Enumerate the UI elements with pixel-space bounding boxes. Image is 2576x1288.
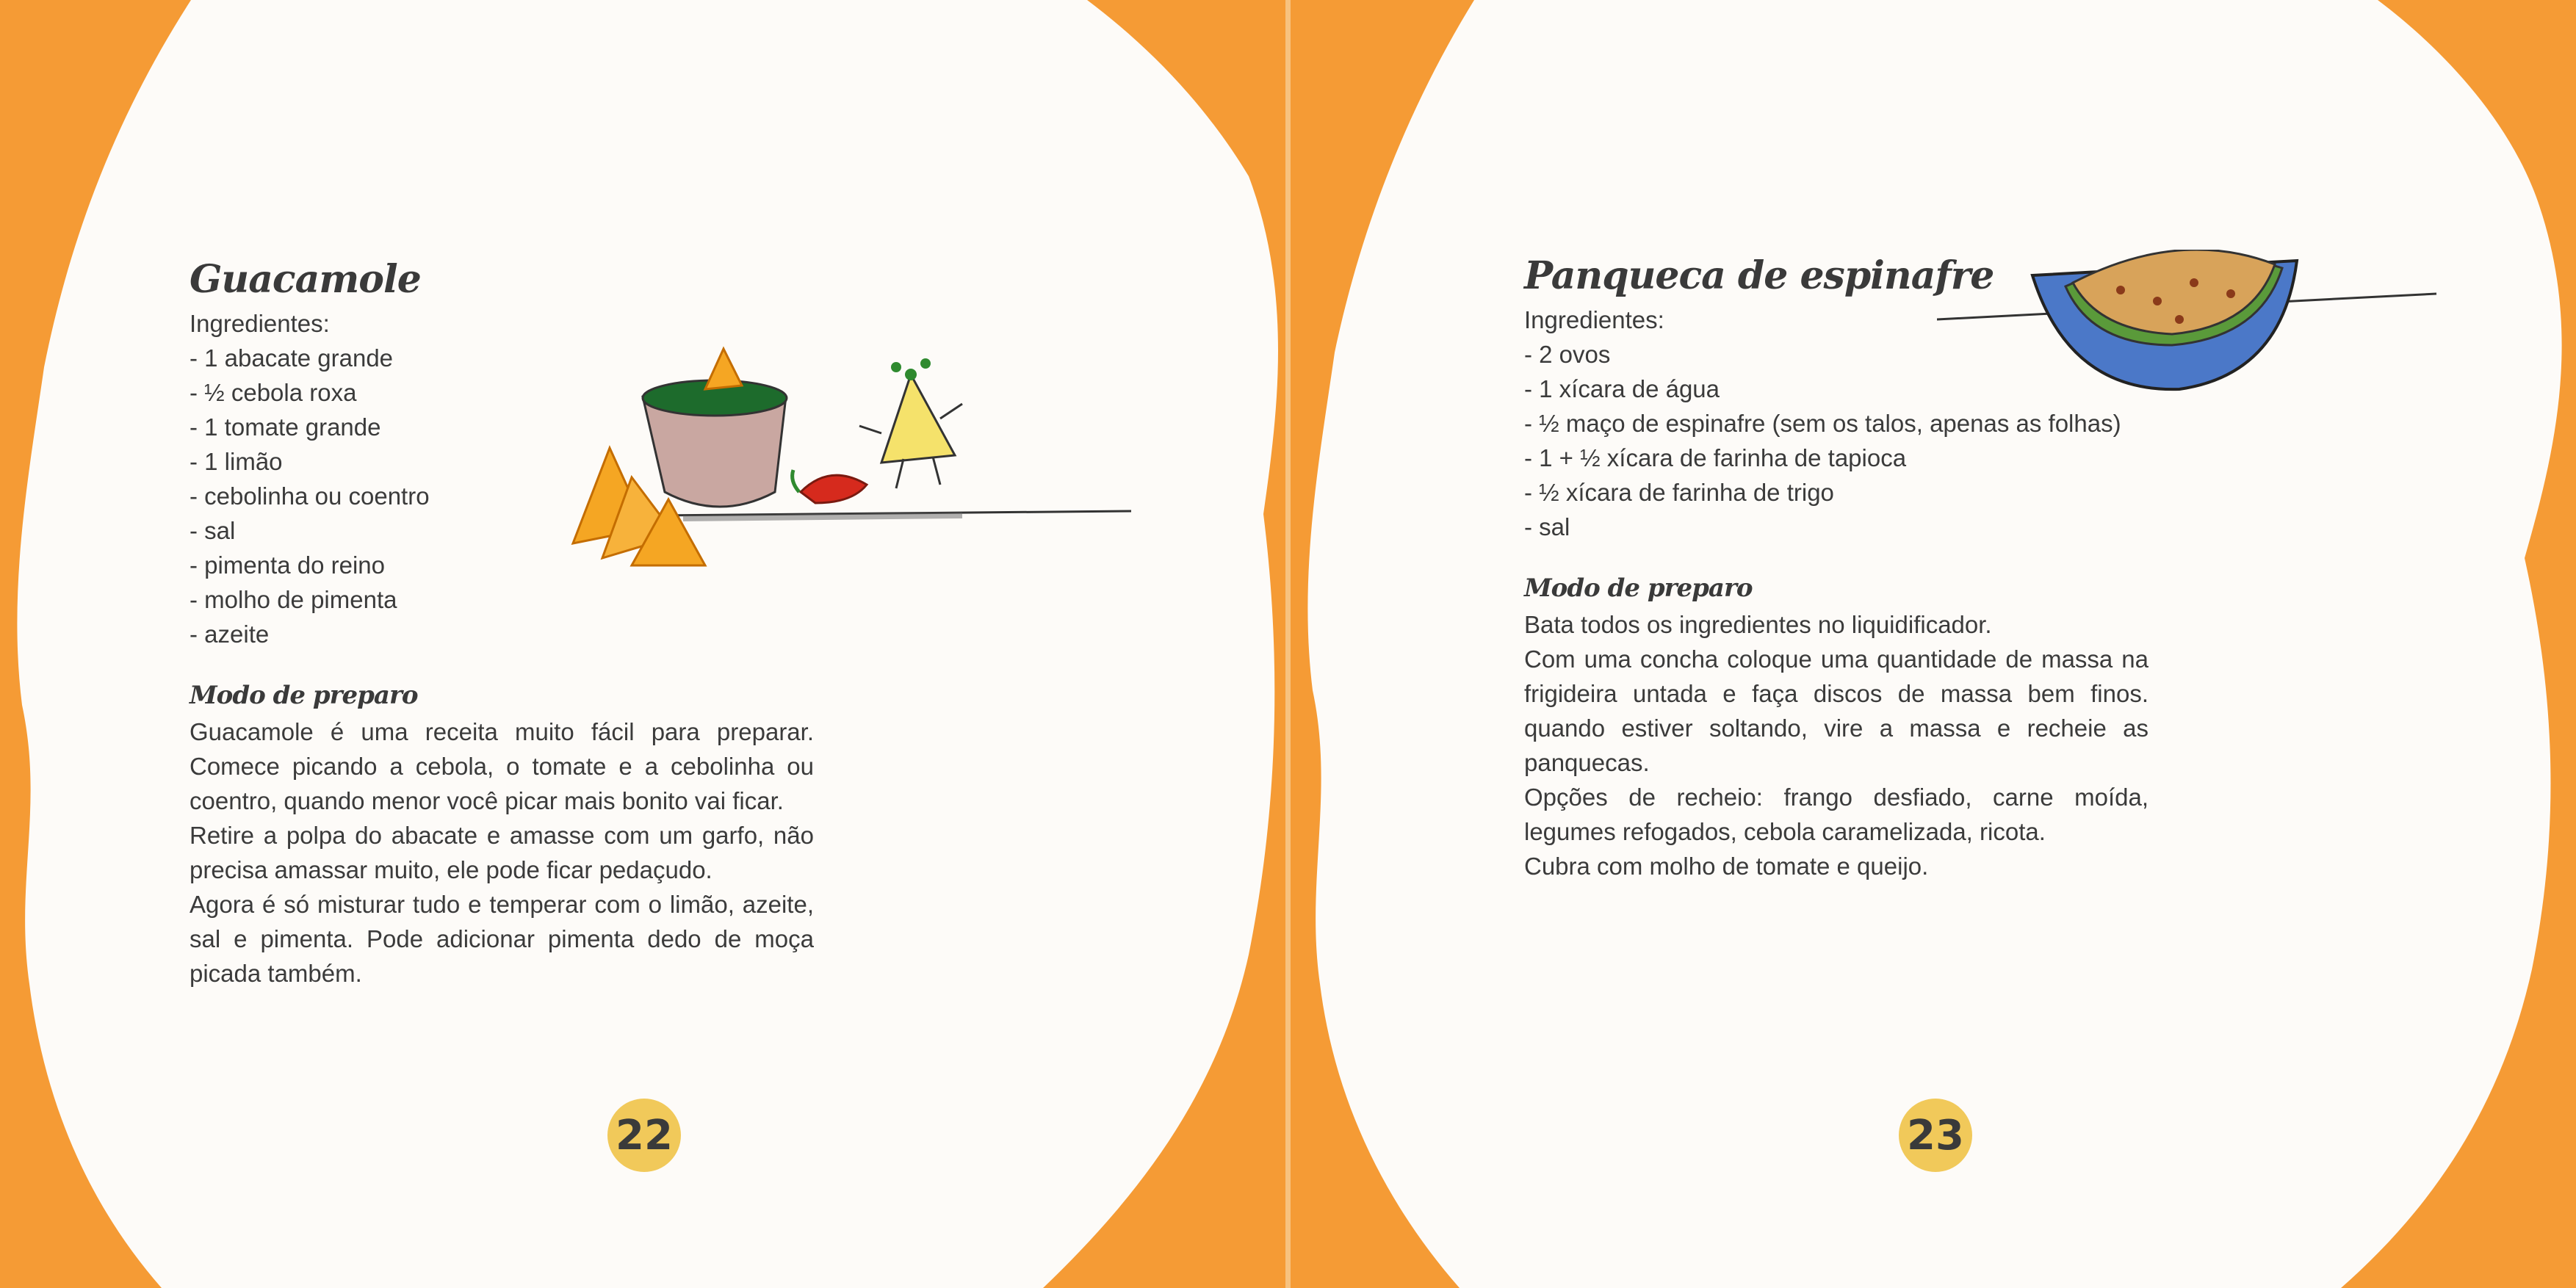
ingredient-item: - 1 tomate grande: [190, 413, 381, 441]
ingredients-label: Ingredientes:: [1524, 306, 1664, 333]
page-number-badge: 23: [1899, 1099, 1972, 1172]
ingredient-item: - 1 + ½ xícara de farinha de tapioca: [1524, 444, 1907, 471]
ingredient-item: - ½ cebola roxa: [190, 379, 357, 406]
method-paragraph: Com uma concha coloque uma quantidade de massa na frigideira untada e faça discos de massa bem finos. quando estiver soltando, vire a massa e recheie as panquecas.: [1524, 645, 2149, 776]
ingredient-item: - sal: [190, 517, 236, 544]
pancake-illustration: [1937, 250, 2451, 404]
page-left: [0, 0, 1285, 1288]
recipe-title: Panqueca de espinafre: [1524, 253, 1994, 298]
method-paragraph: Cubra com molho de tomate e queijo.: [1524, 853, 1929, 880]
ingredient-item: - cebolinha ou coentro: [190, 482, 430, 510]
ingredient-item: - pimenta do reino: [190, 551, 385, 579]
method-paragraph: Opções de recheio: frango desfiado, carne moída, legumes refogados, cebola caramelizada, ricota.: [1524, 784, 2149, 845]
ingredient-item: - 1 limão: [190, 448, 283, 475]
ingredient-item: - azeite: [190, 621, 270, 648]
guacamole-illustration: [566, 345, 1139, 580]
ingredient-item: - ½ maço de espinafre (sem os talos, apenas as folhas): [1524, 410, 2121, 437]
ingredient-item: - 2 ovos: [1524, 341, 1611, 368]
ingredient-item: - sal: [1524, 513, 1570, 540]
recipe-title: Guacamole: [190, 257, 421, 302]
ingredient-item: - 1 xícara de água: [1524, 375, 1720, 402]
method-paragraph: Agora é só misturar tudo e temperar com o limão, azeite, sal e pimenta. Pode adicionar pimenta dedo de moça picada também.: [190, 891, 814, 987]
ingredients-label: Ingredientes:: [190, 310, 330, 337]
method-paragraph: Retire a polpa do abacate e amasse com um garfo, não precisa amassar muito, ele pode ficar pedaçudo.: [190, 822, 814, 883]
page-right: [1291, 0, 2576, 1288]
ingredient-item: - 1 abacate grande: [190, 344, 394, 372]
page-gutter: [1285, 0, 1291, 1288]
ingredient-item: - ½ xícara de farinha de trigo: [1524, 479, 1834, 506]
method-paragraph: Bata todos os ingredientes no liquidificador.: [1524, 611, 1992, 638]
page-number-badge: 22: [607, 1099, 681, 1172]
method-label: Modo de preparo: [190, 681, 418, 710]
method-paragraph: Guacamole é uma receita muito fácil para preparar. Comece picando a cebola, o tomate e a cebolinha ou coentro, quando menor você picar mais bonito vai ficar.: [190, 718, 814, 814]
ingredient-item: - molho de pimenta: [190, 586, 397, 613]
method-label: Modo de preparo: [1524, 574, 1753, 603]
